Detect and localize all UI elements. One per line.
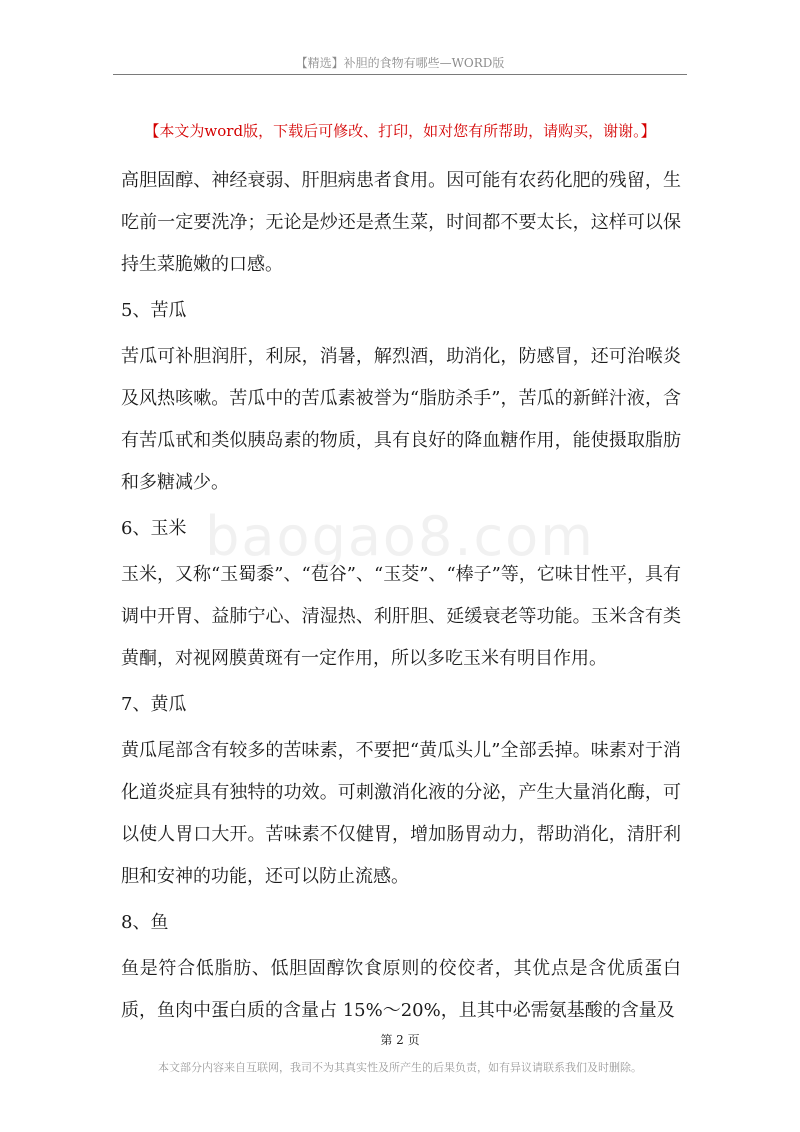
document-header-title: 【精选】补胆的食物有哪些—WORD版 bbox=[295, 56, 505, 70]
purchase-notice: 【本文为word版，下载后可修改、打印，如对您有所帮助，请购买，谢谢。】 bbox=[144, 122, 656, 140]
body-paragraph: 高胆固醇、神经衰弱、肝胆病患者食用。因可能有农药化肥的残留，生吃前一定要洗净；无论是炒还是煮生菜，时间都不要太长，这样可以保持生菜脆嫩的口感。 bbox=[121, 170, 681, 275]
footer-disclaimer: 本文部分内容来自互联网，我司不为其真实性及所产生的后果负责，如有异议请联系我们及时删除。 bbox=[158, 1061, 642, 1074]
section-heading: 6、玉米 bbox=[121, 518, 187, 539]
body-paragraph: 鱼是符合低脂肪、低胆固醇饮食原则的佼佼者，其优点是含优质蛋白质，鱼肉中蛋白质的含量占 15%～20%，且其中必需氨基酸的含量及 bbox=[121, 958, 681, 1021]
section-heading: 8、鱼 bbox=[121, 912, 169, 933]
section-heading: 5、苦瓜 bbox=[121, 300, 187, 321]
body-paragraph: 玉米，又称“玉蜀黍”、“苞谷”、“玉茭”、“棒子”等，它味甘性平，具有调中开胃、益肺宁心、清湿热、利肝胆、延缓衰老等功能。玉米含有类黄酮，对视网膜黄斑有一定作用，所以多吃玉米有明目作用。 bbox=[121, 564, 681, 669]
body-paragraph: 黄瓜尾部含有较多的苦味素，不要把“黄瓜头儿”全部丢掉。味素对于消化道炎症具有独特的功效。可刺激消化液的分泌，产生大量消化酶，可以使人胃口大开。苦味素不仅健胃，增加肠胃动力，帮助消化，清肝利胆和安神的功能，还可以防止流感。 bbox=[121, 740, 681, 887]
body-paragraph: 苦瓜可补胆润肝，利尿，消暑，解烈酒，助消化，防感冒，还可治喉炎及风热咳嗽。苦瓜中的苦瓜素被誉为“脂肪杀手”，苦瓜的新鲜汁液，含有苦瓜甙和类似胰岛素的物质，具有良好的降血糖作用，能使摄取脂肪和多糖减少。 bbox=[121, 346, 681, 493]
section-heading: 7、黄瓜 bbox=[121, 694, 187, 715]
watermark: baogao8.com bbox=[205, 505, 595, 568]
document-body bbox=[121, 160, 681, 1032]
header-divider bbox=[113, 74, 687, 75]
page-number: 第 2 页 bbox=[380, 1033, 420, 1047]
